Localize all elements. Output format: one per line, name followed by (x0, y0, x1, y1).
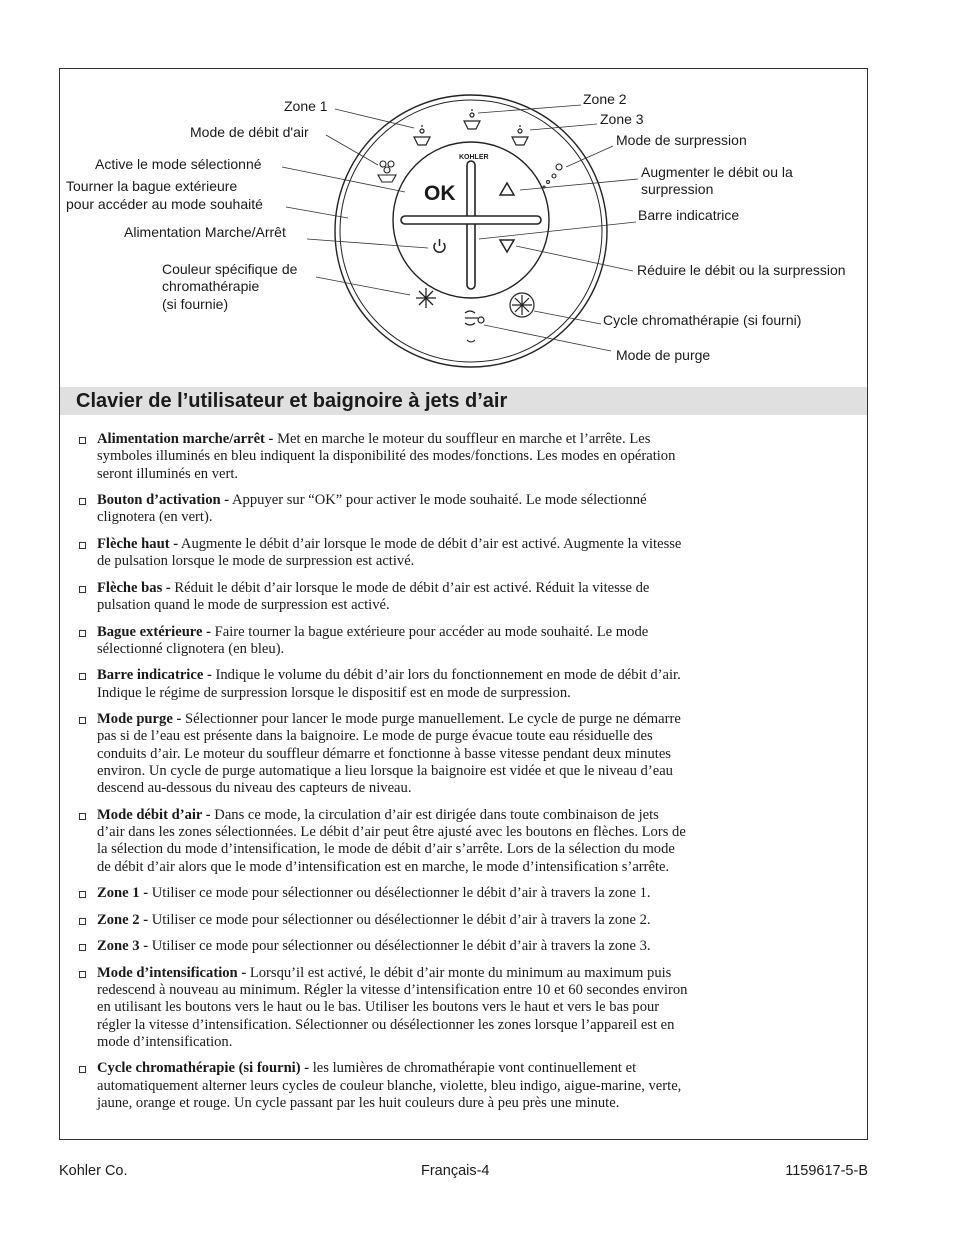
label-power: Alimentation Marche/Arrêt (124, 224, 286, 240)
list-item-description: les lumières de chromathérapie vont continuellement et (309, 1060, 637, 1077)
bullet-square-icon (79, 944, 86, 951)
list-item-line (97, 536, 817, 553)
bullet-square-icon (79, 437, 86, 444)
list-item-description: seront illuminés en vert. (97, 465, 239, 482)
list-item-term: Barre indicatrice - (97, 667, 212, 684)
list-item-line (97, 938, 817, 955)
list-item-description: en utilisant les boutons vers le haut ou le bas. Utiliser les boutons vers le haut et vers le bas pour (97, 999, 660, 1016)
list-item-line (97, 965, 817, 982)
list-item-line (97, 1095, 817, 1112)
list-item-description: jaune, orange et rouge. Un cycle passant par les huit couleurs dure à peu près une minute. (97, 1094, 620, 1111)
list-item-text (97, 624, 817, 659)
label-ring-line2: pour accéder au mode souhaité (66, 196, 263, 212)
list-item-text (97, 807, 817, 876)
list-item-term: Mode débit d’air - (97, 806, 211, 823)
bullet-square-icon (79, 971, 86, 978)
list-item-line (97, 685, 817, 702)
list-item-description: Faire tourner la bague extérieure pour accéder au mode souhaité. Le mode (211, 623, 649, 640)
zone3-tub-icon (512, 125, 528, 145)
list-item-line (97, 667, 817, 684)
list-item-text (97, 431, 817, 483)
bullet-square-icon (79, 1066, 86, 1073)
bullet-square-icon (79, 813, 86, 820)
up-arrow-icon (500, 183, 514, 195)
list-item-term: Flèche bas - (97, 579, 171, 596)
list-item-description: automatiquement alterner leurs cycles de couleur blanche, violette, bleu indigo, aigue-marine, verte, (97, 1077, 682, 1094)
label-ring-line1: Tourner la bague extérieure (66, 178, 238, 194)
list-item-term: Zone 1 - (97, 885, 149, 902)
list-item-description: Appuyer sur “OK” pour activer le mode souhaité. Le mode sélectionné (229, 492, 647, 509)
list-item-description: Dans ce mode, la circulation d’air est dirigée dans toute combinaison de jets (210, 806, 659, 823)
list-item-line (97, 1078, 817, 1095)
ok-button[interactable]: OK (424, 182, 456, 205)
label-color-line2: chromathérapie (162, 278, 260, 294)
label-increase-line2: surpression (641, 181, 714, 197)
list-item-description: Utiliser ce mode pour sélectionner ou désélectionner le débit d’air à travers la zone 2. (148, 911, 651, 928)
bullet-square-icon (79, 717, 86, 724)
list-item-text (97, 711, 817, 797)
bullet-square-icon (79, 673, 86, 680)
bullet-square-icon (79, 918, 86, 925)
list-item-line (97, 466, 817, 483)
label-decrease: Réduire le débit ou la surpression (637, 262, 846, 278)
list-item-line (97, 1060, 817, 1077)
label-indicator-bar: Barre indicatrice (638, 207, 740, 223)
list-item-line (97, 597, 817, 614)
list-item-description: de débit d’air alors que le mode d’intensification est en marche, le mode d’intensification s’arrête. (97, 858, 670, 875)
list-item-term: Mode d’intensification - (97, 964, 247, 981)
list-item-description: Réduit le débit d’air lorsque le mode de débit d’air est activé. Réduit la vitesse de (170, 579, 650, 596)
list-item-description: Indique le régime de surpression lorsque le dispositif est en mode de surpression. (97, 684, 571, 701)
list-item-term: Flèche haut - (97, 535, 179, 552)
list-item-line (97, 746, 817, 763)
list-item-text (97, 492, 817, 527)
label-zone1: Zone 1 (284, 98, 328, 114)
list-item-text (97, 938, 817, 955)
color-sun-icon (416, 288, 436, 308)
list-item-description: Indique le volume du débit d’air lors du fonctionnement en mode de débit d’air. (211, 667, 681, 684)
list-item-line (97, 448, 817, 465)
bullet-square-icon (79, 542, 86, 549)
list-item-line (97, 580, 817, 597)
footer-center: Français-4 (421, 1163, 490, 1179)
section-header (60, 387, 867, 415)
list-item-line (97, 912, 817, 929)
label-increase-line1: Augmenter le débit ou la (641, 164, 793, 180)
list-item-description: de pulsation lorsque le mode de surpression est activé. (97, 553, 415, 570)
list-item-line (97, 711, 817, 728)
purge-mode-icon (465, 311, 484, 325)
list-item-text (97, 580, 817, 615)
label-activate: Active le mode sélectionné (95, 156, 262, 172)
kohler-logo: KOHLER (459, 154, 489, 161)
list-item-description: Augmente le débit d’air lorsque le mode de débit d’air est activé. Augmente la vitesse (178, 535, 682, 552)
list-item-description: pulsation quand le mode de surpression est activé. (97, 596, 390, 613)
list-item-term: Zone 3 - (97, 938, 149, 955)
list-item-term: Mode purge - (97, 711, 182, 728)
list-item-description: la sélection du mode d’intensification, le mode de débit d’air s’arrête. Lors de la sélection du mode (97, 841, 675, 858)
content-frame (59, 68, 868, 1140)
list-item-description: Utiliser ce mode pour sélectionner ou désélectionner le débit d’air à travers la zone 3. (148, 938, 651, 955)
zone2-tub-icon (464, 109, 480, 129)
list-item-line (97, 1017, 817, 1034)
zone1-tub-icon (414, 125, 430, 145)
chroma-cycle-icon (510, 293, 534, 317)
list-item-line (97, 641, 817, 658)
list-item-term: Alimentation marche/arrêt - (97, 431, 274, 447)
list-item-line (97, 553, 817, 570)
list-item-line (97, 492, 817, 509)
list-item-description: d’air dans les zones sélectionnées. Le débit d’air peut être ajusté avec les boutons en flèches. Lors de (97, 824, 686, 841)
label-purge-mode: Mode de purge (616, 347, 711, 363)
list-item-text (97, 536, 817, 571)
list-item-line (97, 624, 817, 641)
list-item-line (97, 982, 817, 999)
bullet-square-icon (79, 586, 86, 593)
surge-mode-icon (543, 164, 562, 188)
list-item-text (97, 667, 817, 702)
footer-right: 1159617-5-B (785, 1163, 868, 1179)
power-icon (434, 239, 445, 252)
down-arrow-icon (500, 240, 514, 252)
bullet-square-icon (79, 630, 86, 637)
label-chroma-cycle: Cycle chromathérapie (si fourni) (603, 312, 802, 328)
list-item-description: Met en marche le moteur du souffleur en marche et l’arrête. Les (273, 431, 651, 447)
list-item-description: conduits d’air. Le moteur du souffleur démarre et fonctionne à basse vitesse pendant deux minutes (97, 745, 671, 762)
list-item-line (97, 431, 817, 448)
list-item-description: redescend à nouveau au minimum. Régler la vitesse d’intensification entre 10 et 60 secondes environ (97, 981, 688, 998)
list-item-text (97, 1060, 817, 1112)
bullet-square-icon (79, 498, 86, 505)
list-item-line (97, 509, 817, 526)
list-item-line (97, 999, 817, 1016)
bullet-square-icon (79, 891, 86, 898)
list-item-description: Lorsqu’il est activé, le débit d’air monte du minimum au maximum puis (246, 964, 672, 981)
list-item-text (97, 885, 817, 902)
label-zone2: Zone 2 (583, 91, 627, 107)
list-item-description: mode d’intensification. (97, 1033, 233, 1050)
list-item-line (97, 780, 817, 797)
list-item-term: Cycle chromathérapie (si fourni) - (97, 1060, 310, 1077)
list-item-description: environ. Un cycle de purge automatique a lieu lorsque la baignoire est vidée et que le niveau d’eau (97, 762, 673, 779)
list-item-line (97, 841, 817, 858)
list-item-description: pas si de l’eau est présente dans la baignoire. Le mode de purge évacue toute eau résiduelle des (97, 728, 653, 745)
list-item-description: clignotera (en vert). (97, 509, 213, 526)
list-item-description: sélectionné clignotera (en bleu). (97, 640, 285, 657)
list-item-description: Sélectionner pour lancer le mode purge manuellement. Le cycle de purge ne démarre (181, 711, 681, 728)
keypad-diagram (60, 69, 869, 385)
footer-left: Kohler Co. (59, 1163, 128, 1179)
label-color-line3: (si fournie) (162, 296, 229, 312)
list-item-line (97, 859, 817, 876)
list-item-line (97, 824, 817, 841)
list-item-description: régler la vitesse d’intensification. Sélectionner ou désélectionner les zones lorsque l’appareil est en (97, 1016, 675, 1033)
list-item-line (97, 807, 817, 824)
label-airflow-mode: Mode de débit d'air (190, 124, 309, 140)
list-item-line (97, 728, 817, 745)
list-item-term: Bouton d’activation - (97, 492, 230, 509)
label-color-line1: Couleur spécifique de (162, 261, 298, 277)
list-item-text (97, 965, 817, 1051)
list-item-text (97, 912, 817, 929)
label-surge-mode: Mode de surpression (616, 132, 747, 148)
list-item-term: Bague extérieure - (97, 623, 212, 640)
section-title: Clavier de l’utilisateur et baignoire à jets d’air (76, 390, 508, 412)
list-item-description: descend au-dessous du niveau des capteurs de niveau. (97, 780, 412, 797)
label-zone3: Zone 3 (600, 111, 644, 127)
list-item-line (97, 1034, 817, 1051)
airflow-bubbles-icon (378, 161, 396, 182)
list-item-line (97, 885, 817, 902)
list-item-description: Utiliser ce mode pour sélectionner ou désélectionner le débit d’air à travers la zone 1. (148, 885, 651, 902)
list-item-line (97, 763, 817, 780)
list-item-description: symboles illuminés en bleu indiquent la disponibilité des modes/fonctions. Les modes en opération (97, 448, 676, 465)
list-item-term: Zone 2 - (97, 911, 149, 928)
